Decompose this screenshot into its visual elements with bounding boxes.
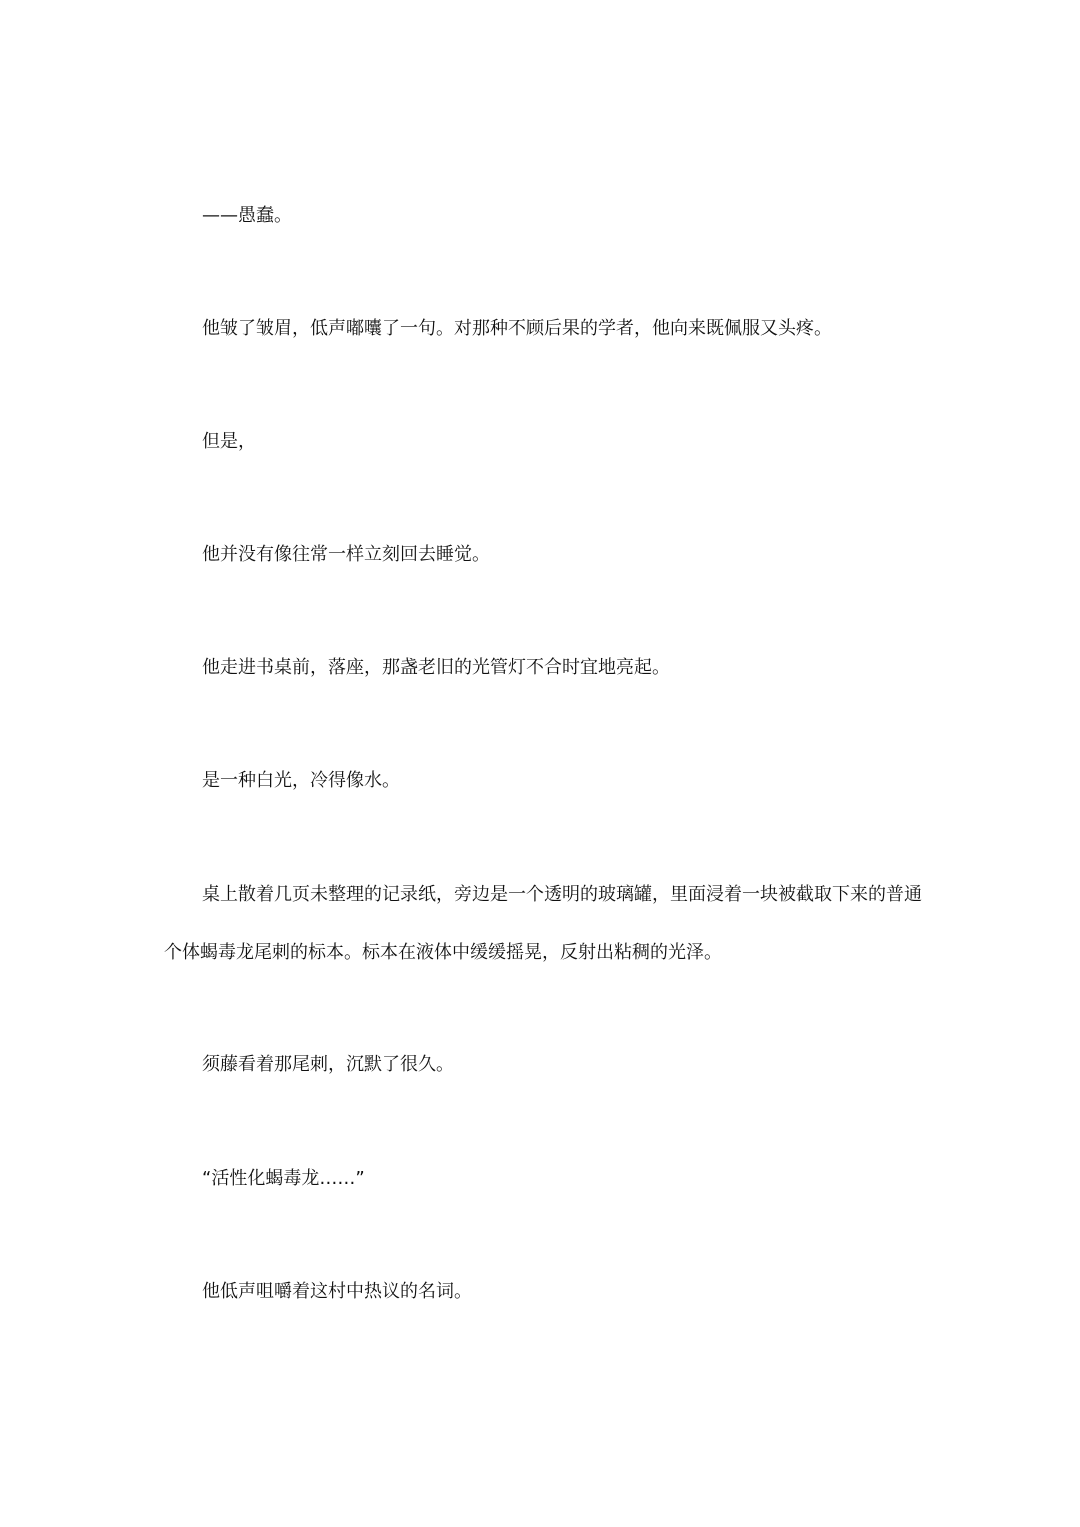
- paragraph-10: 他低声咀嚼着这村中热议的名词。: [202, 1281, 472, 1302]
- paragraph-9: “活性化蝎毒龙……”: [202, 1168, 365, 1189]
- paragraph-1: ——愚蠢。: [202, 205, 292, 226]
- paragraph-4: 他并没有像往常一样立刻回去睡觉。: [202, 544, 490, 565]
- paragraph-5: 他走进书桌前，落座，那盏老旧的光管灯不合时宜地亮起。: [202, 657, 670, 678]
- paragraph-8: 须藤看着那尾刺，沉默了很久。: [202, 1054, 454, 1075]
- paragraph-2: 他皱了皱眉，低声嘟囔了一句。对那种不顾后果的学者，他向来既佩服又头疼。: [202, 318, 832, 339]
- paragraph-6: 是一种白光，冷得像水。: [202, 770, 400, 791]
- paragraph-3: 但是，: [202, 431, 256, 452]
- paragraph-7: 桌上散着几页未整理的记录纸，旁边是一个透明的玻璃罐，里面浸着一块被截取下来的普通个体蝎毒龙尾刺的标本。标本在液体中缓缓摇晃，反射出粘稠的光泽。: [164, 884, 922, 963]
